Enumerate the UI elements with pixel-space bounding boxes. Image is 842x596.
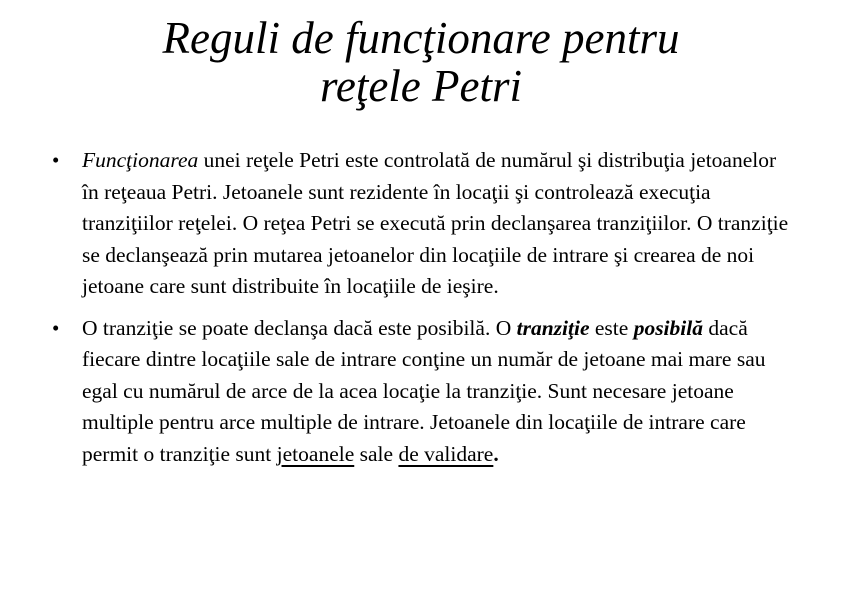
slide-title-line-2: reţele Petri — [320, 61, 522, 111]
bullet-text: unei reţele Petri este controlată de numărul şi distribuţia jetoanelor în reţeaua Petri. Jetoanele sunt rezidente în locaţii şi controlează execuţia tranziţiilor reţelei. O reţea Petri se execută prin declanşarea tranziţiilor. O tranziţie se declanşează prin mutarea jetoanelor din locaţiile de intrare şi crearea de noi jetoane care sunt distribuite în locaţiile de ieşire. — [82, 148, 789, 298]
bullet-text-part-4: sale — [354, 441, 399, 466]
bullet-list — [52, 145, 792, 480]
term-tranzitie: tranziţie — [516, 315, 590, 340]
bullet-emphasis: Funcţionarea — [82, 148, 199, 172]
slide-title — [60, 14, 782, 110]
bullet-dot: • — [52, 315, 60, 340]
underlined-jetoanele: jetoanele — [276, 441, 355, 466]
bullet-text-part-3: dacă fiecare dintre locaţiile sale de intrare conţine un număr de jetoane mai mare sau egal cu numărul de arce de la acea locaţie la tranziţie. Sunt necesare jetoane multiple pentru arce multiple de intrare. Jetoanele din locaţiile de intrare care permit o tranziţie sunt — [82, 315, 766, 466]
bullet-text-part-2: este — [589, 315, 634, 340]
bullet-text-part-1: O tranziţie se poate declanşa dacă este posibilă. O — [82, 315, 517, 340]
underlined-de-validare: de validare — [398, 441, 494, 466]
term-posibila: posibilă — [633, 315, 703, 340]
bullet-item-functionare — [52, 145, 792, 303]
bullet-item-tranzitie — [52, 313, 792, 471]
bullet-end-period: . — [493, 441, 499, 466]
slide-title-line-1: Reguli de funcţionare pentru — [162, 13, 680, 63]
bullet-dot: • — [52, 148, 60, 172]
